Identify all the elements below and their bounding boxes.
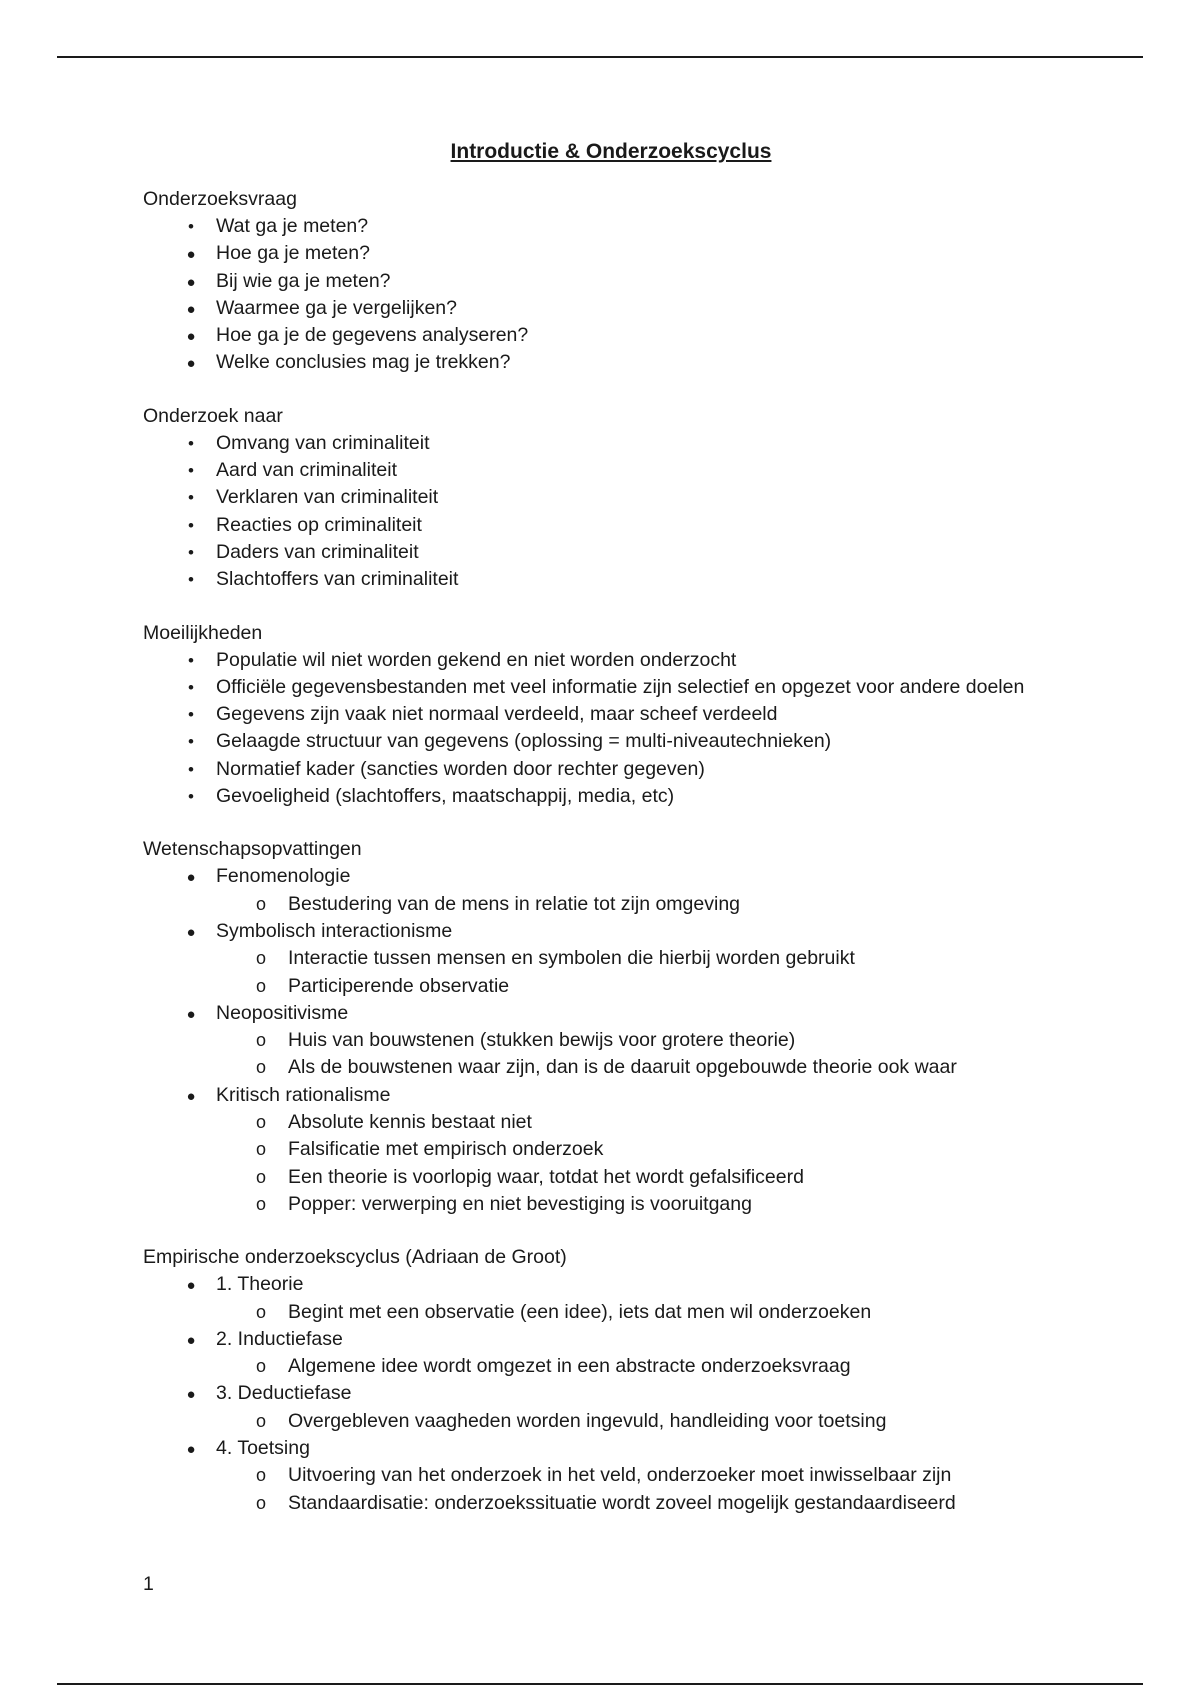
bullet-list: [143, 647, 1143, 811]
list-item-text: Omvang van criminaliteit: [216, 431, 430, 454]
list-item-text: Slachtoffers van criminaliteit: [216, 568, 459, 591]
list-item-text: Neopositivisme: [216, 1001, 349, 1024]
bullet-icon: [181, 918, 201, 946]
list-item-text: Officiële gegevensbestanden met veel informatie zijn selectief en opgezet voor andere doelen: [216, 675, 1025, 698]
bullet-list: [143, 863, 1143, 1218]
list-item-text: Welke conclusies mag je trekken?: [216, 351, 511, 374]
sub-list-item: [143, 1054, 1143, 1081]
sub-list-item: [143, 1299, 1143, 1326]
list-item-text: Daders van criminaliteit: [216, 540, 419, 563]
list-item: [143, 1000, 1143, 1027]
bullet-list: [143, 1271, 1143, 1517]
list-item-text: Gegevens zijn vaak niet normaal verdeeld, maar scheef verdeeld: [216, 703, 778, 726]
page-number: 1: [143, 1573, 154, 1595]
sub-list-item-text: Bestudering van de mens in relatie tot zijn omgeving: [288, 892, 741, 915]
sub-list-item: [143, 1490, 1143, 1517]
circle-bullet-icon: [251, 891, 271, 918]
list-item: [143, 674, 1143, 701]
list-item-text: Hoe ga je meten?: [216, 242, 370, 265]
sub-list-item: [143, 891, 1143, 918]
bullet-icon: [181, 1271, 201, 1299]
sub-list-item-text: Absolute kennis bestaat niet: [288, 1111, 532, 1134]
sub-list-item-text: Algemene idee wordt omgezet in een abstracte onderzoeksvraag: [288, 1355, 851, 1378]
list-item: [143, 756, 1143, 783]
sub-list-item: [143, 1353, 1143, 1380]
list-item: [143, 539, 1143, 566]
sub-list-item: [143, 1109, 1143, 1136]
sub-list-item: [143, 945, 1143, 972]
sub-list-item-text: Uitvoering van het onderzoek in het veld, onderzoeker moet inwisselbaar zijn: [288, 1464, 952, 1487]
sub-list-item: [143, 1462, 1143, 1489]
sub-list-item-text: Interactie tussen mensen en symbolen die hierbij worden gebruikt: [288, 947, 855, 970]
section: [143, 1244, 1143, 1517]
list-item-text: 1. Theorie: [216, 1273, 304, 1296]
sub-list-item: [143, 1164, 1143, 1191]
list-item: [143, 484, 1143, 511]
list-item: [143, 1082, 1143, 1109]
bullet-icon: [181, 783, 201, 810]
header-rule: [57, 56, 1143, 58]
list-item-text: 4. Toetsing: [216, 1436, 310, 1459]
bullet-icon: [181, 430, 201, 457]
bullet-icon: [181, 1380, 201, 1408]
list-item: [143, 240, 1143, 267]
circle-bullet-icon: [251, 1109, 271, 1136]
list-item: [143, 728, 1143, 755]
circle-bullet-icon: [251, 1054, 271, 1081]
list-item: [143, 863, 1143, 890]
sub-list-item: [143, 1408, 1143, 1435]
bullet-icon: [181, 1000, 201, 1028]
circle-bullet-icon: [251, 973, 271, 1000]
sub-list-item-text: Als de bouwstenen waar zijn, dan is de daaruit opgebouwde theorie ook waar: [288, 1056, 957, 1079]
list-item: [143, 213, 1143, 240]
list-item: [143, 268, 1143, 295]
circle-bullet-icon: [251, 1191, 271, 1218]
list-item-text: Wat ga je meten?: [216, 215, 369, 237]
list-item-text: Waarmee ga je vergelijken?: [216, 296, 457, 319]
list-item: [143, 512, 1143, 539]
circle-bullet-icon: [251, 945, 271, 972]
sub-list-item-text: Popper: verwerping en niet bevestiging is vooruitgang: [288, 1192, 752, 1215]
bullet-icon: [181, 322, 201, 350]
list-item-text: Normatief kader (sancties worden door rechter gegeven): [216, 757, 705, 780]
list-item: [143, 1380, 1143, 1407]
bullet-icon: [181, 674, 201, 701]
bullet-icon: [181, 213, 201, 240]
sub-list-item-text: Een theorie is voorlopig waar, totdat het wordt gefalsificeerd: [288, 1165, 804, 1188]
section: [143, 620, 1143, 811]
bullet-icon: [181, 349, 201, 377]
list-item-text: Verklaren van criminaliteit: [216, 486, 439, 509]
section-heading: Moeilijkheden: [143, 621, 263, 644]
bullet-icon: [181, 756, 201, 783]
list-item: [143, 457, 1143, 484]
bullet-icon: [181, 484, 201, 511]
section-heading: Onderzoek naar: [143, 404, 283, 427]
list-item-text: Reacties op criminaliteit: [216, 513, 422, 536]
list-item-text: Kritisch rationalisme: [216, 1083, 391, 1106]
bullet-icon: [181, 728, 201, 755]
sub-list-item-text: Begint met een observatie (een idee), iets dat men wil onderzoeken: [288, 1300, 872, 1323]
document-body: [143, 140, 1143, 1543]
bullet-icon: [181, 701, 201, 728]
bullet-icon: [181, 647, 201, 674]
list-item-text: Gelaagde structuur van gegevens (oplossing = multi-niveautechnieken): [216, 730, 832, 753]
list-item: [143, 1435, 1143, 1462]
bullet-icon: [181, 512, 201, 539]
bullet-icon: [181, 457, 201, 484]
bullet-list: [143, 430, 1143, 594]
bullet-icon: [181, 539, 201, 566]
circle-bullet-icon: [251, 1027, 271, 1054]
list-item: [143, 1271, 1143, 1298]
bullet-icon: [181, 1082, 201, 1110]
list-item-text: Aard van criminaliteit: [216, 459, 397, 482]
circle-bullet-icon: [251, 1299, 271, 1326]
list-item: [143, 322, 1143, 349]
circle-bullet-icon: [251, 1462, 271, 1489]
circle-bullet-icon: [251, 1408, 271, 1435]
circle-bullet-icon: [251, 1353, 271, 1380]
list-item: [143, 918, 1143, 945]
sub-list-item: [143, 1136, 1143, 1163]
list-item: [143, 566, 1143, 593]
circle-bullet-icon: [251, 1490, 271, 1517]
section: [143, 836, 1143, 1218]
sub-list-item-text: Overgebleven vaagheden worden ingevuld, handleiding voor toetsing: [288, 1409, 887, 1432]
bullet-icon: [181, 1435, 201, 1463]
list-item-text: Bij wie ga je meten?: [216, 269, 391, 292]
circle-bullet-icon: [251, 1136, 271, 1163]
sub-list-item-text: Standaardisatie: onderzoekssituatie wordt zoveel mogelijk gestandaardiseerd: [288, 1491, 956, 1514]
bullet-icon: [181, 566, 201, 593]
bullet-icon: [181, 268, 201, 296]
list-item-text: Hoe ga je de gegevens analyseren?: [216, 324, 529, 347]
list-item: [143, 701, 1143, 728]
list-item: [143, 1326, 1143, 1353]
bullet-icon: [181, 240, 201, 268]
section-heading: Wetenschapsopvattingen: [143, 838, 362, 861]
list-item: [143, 783, 1143, 810]
sections-container: [143, 186, 1143, 1517]
section: [143, 186, 1143, 377]
footer-rule: [57, 1683, 1143, 1685]
sub-list-item-text: Falsificatie met empirisch onderzoek: [288, 1138, 604, 1161]
list-item-text: Fenomenologie: [216, 865, 351, 888]
section-heading: Onderzoeksvraag: [143, 188, 297, 210]
sub-list-item: [143, 973, 1143, 1000]
list-item-text: Symbolisch interactionisme: [216, 919, 453, 942]
sub-list-item: [143, 1191, 1143, 1218]
list-item-text: 3. Deductiefase: [216, 1382, 352, 1405]
bullet-icon: [181, 1326, 201, 1354]
section: [143, 403, 1143, 594]
bullet-icon: [181, 295, 201, 323]
list-item: [143, 295, 1143, 322]
sub-list-item-text: Huis van bouwstenen (stukken bewijs voor grotere theorie): [288, 1029, 796, 1052]
bullet-list: [143, 213, 1143, 377]
circle-bullet-icon: [251, 1164, 271, 1191]
section-heading: Empirische onderzoekscyclus (Adriaan de Groot): [143, 1246, 567, 1269]
list-item-text: Populatie wil niet worden gekend en niet worden onderzocht: [216, 648, 737, 671]
sub-list-item-text: Participerende observatie: [288, 974, 510, 997]
list-item-text: Gevoeligheid (slachtoffers, maatschappij, media, etc): [216, 785, 675, 808]
sub-list-item: [143, 1027, 1143, 1054]
list-item-text: 2. Inductiefase: [216, 1327, 343, 1350]
list-item: [143, 647, 1143, 674]
list-item: [143, 349, 1143, 376]
list-item: [143, 430, 1143, 457]
bullet-icon: [181, 863, 201, 891]
document-title: Introductie & Onderzoekscyclus: [450, 140, 772, 163]
